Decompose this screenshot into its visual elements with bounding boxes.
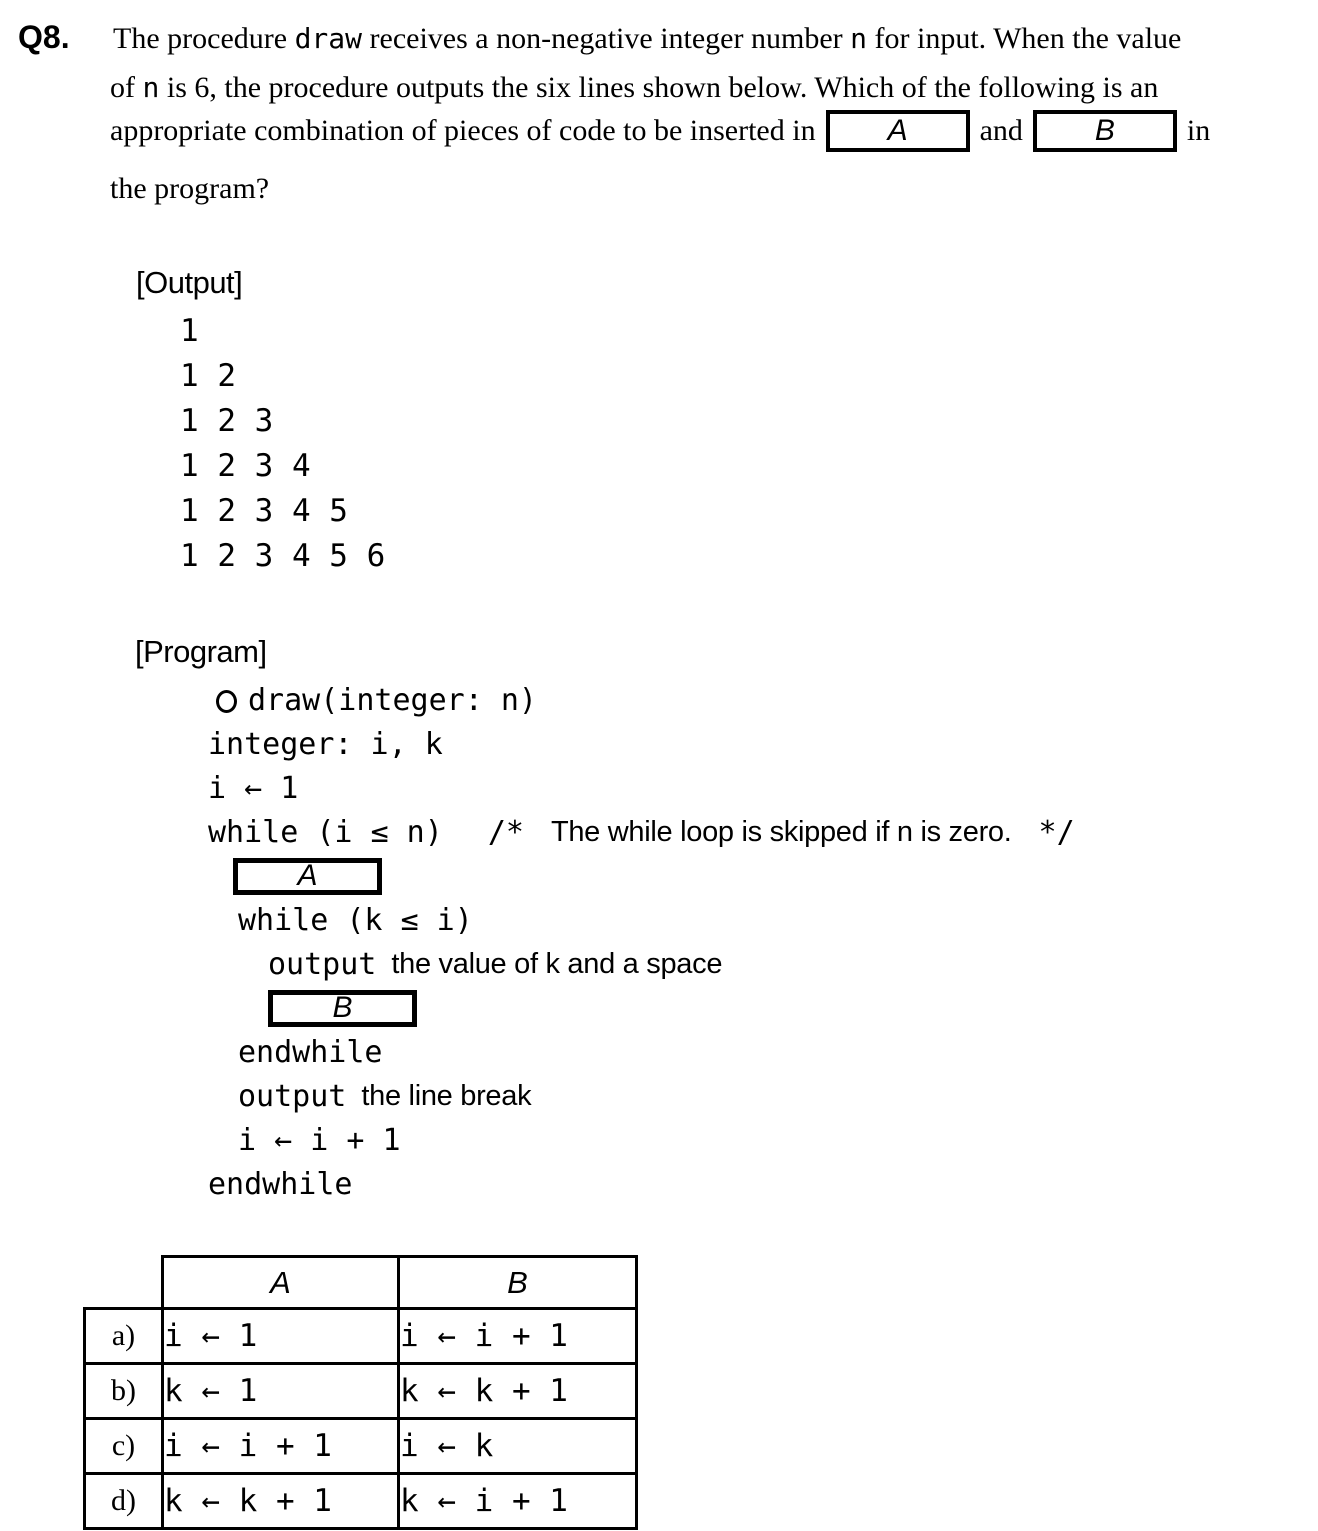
table-row (85, 1364, 637, 1419)
question-text: for input. When the value (867, 22, 1182, 55)
code-description: the value of k and a space (391, 947, 723, 980)
output-section-label: [Output] (136, 265, 243, 300)
code-line-while-inner (0, 898, 1318, 942)
code-description: the line break (361, 1079, 532, 1112)
code-text: i ← 1 (208, 770, 299, 806)
code-line-blank-b (0, 986, 1318, 1030)
program-box-a-label: A (297, 859, 318, 892)
choice-b-code: k ← i + 1 (399, 1474, 637, 1529)
code-line-while-outer (0, 810, 1318, 854)
choice-a-code: k ← k + 1 (163, 1474, 399, 1529)
choice-label: b) (85, 1364, 163, 1419)
code-line-proc-decl (0, 678, 1318, 722)
program-blank-box-a (233, 858, 382, 895)
code-keyword: output (268, 946, 377, 982)
program-box-b-label: B (332, 991, 353, 1024)
program-blank-box-b (268, 990, 417, 1027)
code-line-blank-a (0, 854, 1318, 898)
blank-box-b-label: B (1094, 114, 1115, 147)
output-line: 1 2 3 4 5 6 (180, 537, 386, 574)
comment-open: /* (487, 814, 524, 850)
program-section-label: [Program] (135, 634, 267, 669)
code-line-output-linebreak (0, 1074, 1318, 1118)
inline-blank-box-b (1033, 110, 1177, 152)
inline-code-n: n (850, 22, 867, 55)
code-text: endwhile (238, 1034, 383, 1070)
choice-a-code: i ← 1 (163, 1309, 399, 1364)
inline-code-draw: draw (294, 22, 363, 55)
table-row (85, 1309, 637, 1364)
choice-label: c) (85, 1419, 163, 1474)
code-text: endwhile (208, 1166, 353, 1202)
question-paragraph-line1 (113, 22, 1181, 56)
question-text: receives a non-negative integer number (362, 22, 851, 55)
output-line: 1 2 3 (180, 402, 274, 439)
question-paragraph-line4: the program? (110, 172, 270, 205)
table-row (85, 1474, 637, 1529)
code-line-increment (0, 1118, 1318, 1162)
code-text: while (i ≤ n) (208, 814, 443, 850)
question-text: is 6, the procedure outputs the six lines shown below. Which of the following is an (159, 71, 1159, 104)
code-text: integer: i, k (208, 726, 443, 762)
question-number: Q8. (18, 19, 70, 55)
output-line: 1 2 3 4 5 (180, 492, 348, 529)
column-header-a: A (163, 1257, 399, 1309)
inline-code-n: n (142, 71, 160, 104)
output-line: 1 (180, 312, 199, 349)
procedure-marker-icon (216, 690, 237, 713)
choice-b-code: k ← k + 1 (399, 1364, 637, 1419)
inline-blank-box-a (826, 110, 970, 152)
column-header-b: B (399, 1257, 637, 1309)
comment-text: The while loop is skipped if n is zero. (550, 815, 1012, 848)
code-line-endwhile-outer (0, 1162, 1318, 1206)
question-paragraph-line2 (110, 71, 1158, 105)
choice-label: d) (85, 1474, 163, 1529)
choice-label: a) (85, 1309, 163, 1364)
choice-b-code: i ← k (399, 1419, 637, 1474)
output-block (180, 308, 385, 578)
question-paragraph-line3 (110, 108, 1210, 154)
question-text: and (979, 114, 1023, 147)
code-text: i ← i + 1 (238, 1122, 401, 1158)
question-text: of (110, 71, 143, 104)
code-line-init (0, 766, 1318, 810)
code-keyword: output (238, 1078, 347, 1114)
output-line: 1 2 (180, 357, 236, 394)
choice-a-code: k ← 1 (163, 1364, 399, 1419)
code-line-endwhile-inner (0, 1030, 1318, 1074)
program-block (0, 678, 1318, 1206)
table-header-row (85, 1257, 637, 1309)
output-line: 1 2 3 4 (180, 447, 311, 484)
comment-close: */ (1038, 814, 1075, 850)
code-text: draw(integer: n) (248, 682, 537, 718)
table-corner-cell (85, 1257, 163, 1309)
code-line-var-decl (0, 722, 1318, 766)
question-text: appropriate combination of pieces of code to be inserted in (110, 114, 816, 147)
table-row (85, 1419, 637, 1474)
question-text: in (1186, 114, 1211, 147)
answer-choices-table (83, 1255, 638, 1530)
question-text: The procedure (113, 22, 295, 55)
choice-a-code: i ← i + 1 (163, 1419, 399, 1474)
blank-box-a-label: A (887, 114, 908, 147)
code-line-output-value (0, 942, 1318, 986)
choice-b-code: i ← i + 1 (399, 1309, 637, 1364)
code-text: while (k ≤ i) (238, 902, 473, 938)
